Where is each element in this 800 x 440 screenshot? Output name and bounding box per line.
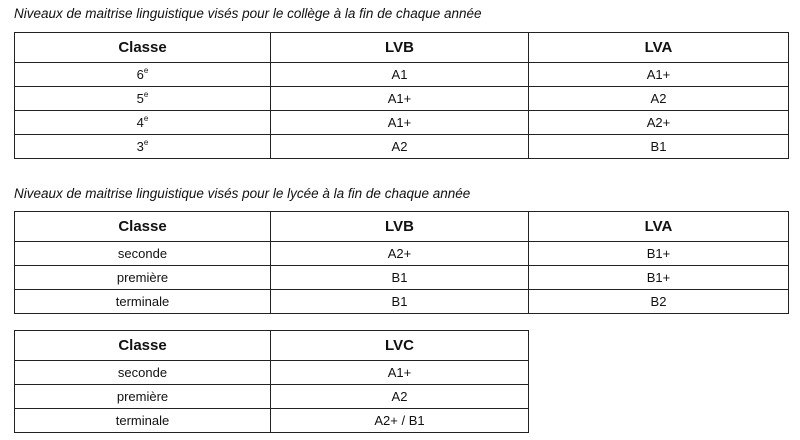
cell-lvc: A1+ xyxy=(271,361,529,385)
cell-lva: B1+ xyxy=(529,242,789,266)
header-lva: LVA xyxy=(529,33,789,63)
cell-lvb: A2+ xyxy=(271,242,529,266)
table-row xyxy=(15,87,789,111)
cell-lva: B1 xyxy=(529,135,789,159)
cell-classe: seconde xyxy=(15,361,271,385)
cell-classe: 5e xyxy=(15,87,271,111)
header-lvb: LVB xyxy=(271,33,529,63)
lycee-levels-table xyxy=(14,211,789,314)
cell-lva: A1+ xyxy=(529,63,789,87)
header-classe: Classe xyxy=(15,33,271,63)
lycee-lvc-table xyxy=(14,330,529,433)
cell-lva: B2 xyxy=(529,290,789,314)
table-row xyxy=(15,266,789,290)
table-header-row xyxy=(15,212,789,242)
table-row xyxy=(15,111,789,135)
college-levels-table xyxy=(14,32,789,159)
table-row xyxy=(15,135,789,159)
cell-classe: première xyxy=(15,266,271,290)
cell-lva: A2 xyxy=(529,87,789,111)
cell-classe: première xyxy=(15,385,271,409)
cell-lvc: A2 xyxy=(271,385,529,409)
cell-classe: 6e xyxy=(15,63,271,87)
cell-lvc: A2+ / B1 xyxy=(271,409,529,433)
header-lva: LVA xyxy=(529,212,789,242)
header-lvc: LVC xyxy=(271,331,529,361)
header-classe: Classe xyxy=(15,212,271,242)
cell-classe: 3e xyxy=(15,135,271,159)
table-row xyxy=(15,409,529,433)
cell-lvb: B1 xyxy=(271,290,529,314)
cell-lva: A2+ xyxy=(529,111,789,135)
cell-classe: seconde xyxy=(15,242,271,266)
cell-classe: 4e xyxy=(15,111,271,135)
table-header-row xyxy=(15,331,529,361)
table-header-row xyxy=(15,33,789,63)
header-lvb: LVB xyxy=(271,212,529,242)
table-row xyxy=(15,242,789,266)
lycee-caption: Niveaux de maitrise linguistique visés pour le lycée à la fin de chaque année xyxy=(14,186,471,201)
cell-lvb: A2 xyxy=(271,135,529,159)
table-row xyxy=(15,63,789,87)
table-row xyxy=(15,385,529,409)
cell-lvb: A1+ xyxy=(271,87,529,111)
cell-lvb: A1 xyxy=(271,63,529,87)
header-classe: Classe xyxy=(15,331,271,361)
cell-lvb: B1 xyxy=(271,266,529,290)
cell-lvb: A1+ xyxy=(271,111,529,135)
table-row xyxy=(15,290,789,314)
cell-classe: terminale xyxy=(15,290,271,314)
cell-lva: B1+ xyxy=(529,266,789,290)
table-row xyxy=(15,361,529,385)
cell-classe: terminale xyxy=(15,409,271,433)
college-caption: Niveaux de maitrise linguistique visés pour le collège à la fin de chaque année xyxy=(14,6,482,21)
